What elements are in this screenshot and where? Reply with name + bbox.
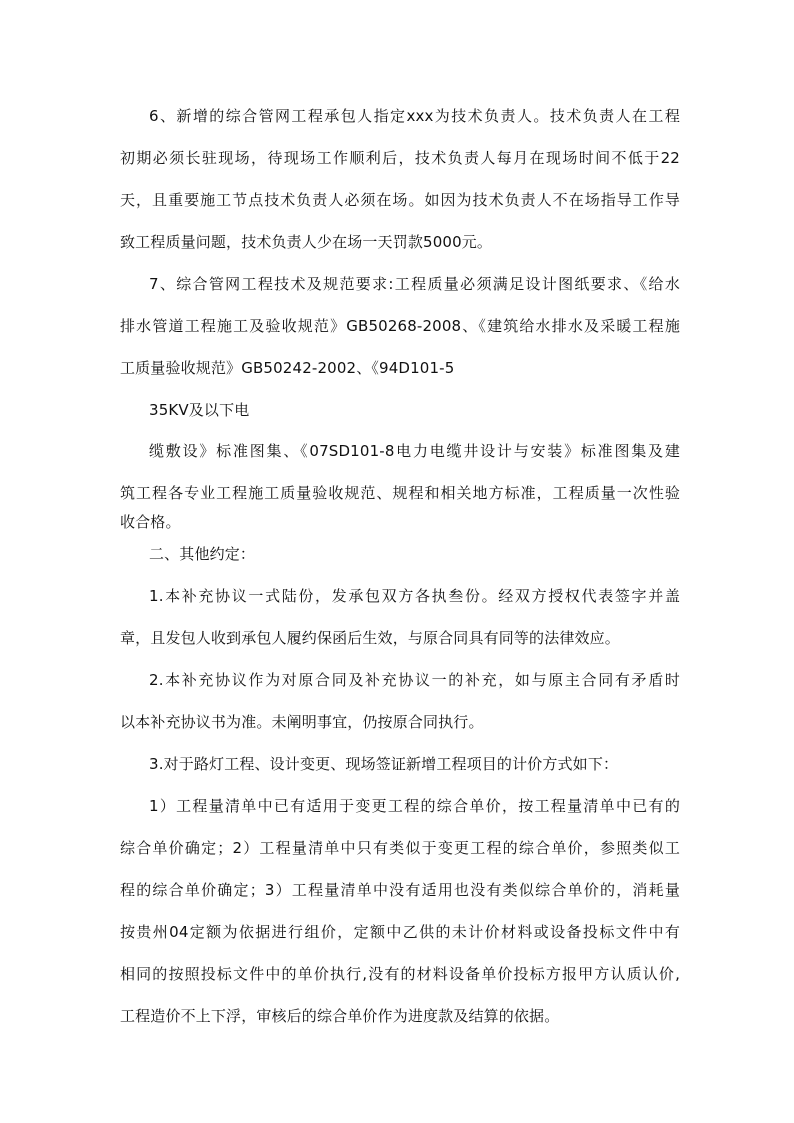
paragraph-7-line-4: 35KV及以下电: [149, 401, 250, 419]
paragraph-7-line-5: 缆敷设》标准图集、《07SD101-8电力电缆井设计与安装》标准图集及建: [149, 442, 680, 460]
paragraph-7-line-1: 7、综合管网工程技术及规范要求:工程质量必须满足设计图纸要求、《给水: [149, 275, 680, 293]
section-heading-other-agreements: 二、其他约定：: [149, 545, 256, 563]
item-3-line-6: 相同的按照投标文件中的单价执行,没有的材料设备单价投标方报甲方认质认价,: [120, 965, 680, 983]
item-2-line-1: 2.本补充协议作为对原合同及补充协议一的补充，如与原主合同有矛盾时: [149, 671, 680, 689]
paragraph-7-line-7: 收合格。: [120, 513, 181, 531]
paragraph-7-line-2: 排水管道工程施工及验收规范》GB50268-2008、《建筑给水排水及采暖工程施: [120, 317, 680, 335]
item-2-line-2: 以本补充协议书为准。未阐明事宜，仍按原合同执行。: [120, 713, 484, 731]
paragraph-6-line-2: 初期必须长驻现场，待现场工作顺利后，技术负责人每月在现场时间不低于22: [120, 149, 680, 167]
paragraph-6-line-1: 6、新增的综合管网工程承包人指定xxx为技术负责人。技术负责人在工程: [149, 107, 680, 125]
paragraph-6-line-3: 天，且重要施工节点技术负责人必须在场。如因为技术负责人不在场指导工作导: [120, 191, 680, 209]
paragraph-6-line-4: 致工程质量问题，技术负责人少在场一天罚款5000元。: [120, 233, 493, 251]
item-3-line-4: 程的综合单价确定；3）工程量清单中没有适用也没有类似综合单价的，消耗量: [120, 881, 680, 899]
item-1-line-2: 章，且发包人收到承包人履约保函后生效，与原合同具有同等的法律效应。: [120, 629, 620, 647]
item-3-line-2: 1）工程量清单中已有适用于变更工程的综合单价，按工程量清单中已有的: [149, 797, 680, 815]
item-3-line-7: 工程造价不上下浮，审核后的综合单价作为进度款及结算的依据。: [120, 1007, 560, 1025]
item-3-line-1: 3.对于路灯工程、设计变更、现场签证新增工程项目的计价方式如下：: [149, 755, 619, 773]
paragraph-7-line-3: 工质量验收规范》GB50242-2002、《94D101-5: [120, 359, 455, 377]
item-1-line-1: 1.本补充协议一式陆份，发承包双方各执叁份。经双方授权代表签字并盖: [149, 587, 680, 605]
item-3-line-3: 综合单价确定；2）工程量清单中只有类似于变更工程的综合单价，参照类似工: [120, 839, 680, 857]
item-3-line-5: 按贵州04定额为依据进行组价，定额中乙供的未计价材料或设备投标文件中有: [120, 923, 680, 941]
paragraph-7-line-6: 筑工程各专业工程施工质量验收规范、规程和相关地方标准，工程质量一次性验: [120, 484, 680, 502]
